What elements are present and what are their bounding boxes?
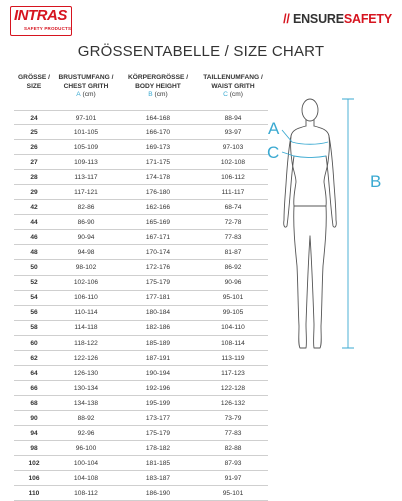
header-waist-unit: (cm) [229,91,243,99]
header-chest-line1: BRUSTUMFANG / [58,74,114,81]
header-height-line1: KÖRPERGRÖSSE / [127,74,189,81]
table-row [14,336,268,351]
cell-chest: 82-86 [77,204,95,212]
cell-height: 186-190 [145,489,171,497]
logo-tagline: SAFETY PRODUCTS [24,26,72,31]
table-row [14,230,268,245]
cell-waist: 113-119 [221,354,245,362]
label-c: C [267,143,280,162]
cell-height: 175-179 [145,429,171,437]
cell-chest: 86-90 [77,219,95,227]
cell-chest: 100-104 [73,459,99,467]
cell-chest: 109-113 [74,158,98,166]
cell-size: 68 [30,399,38,407]
cell-waist: 73-79 [224,414,242,422]
cell-waist: 95-101 [222,294,244,302]
header-chest [54,74,118,100]
cell-chest: 92-96 [77,429,95,437]
cell-height: 178-182 [145,444,171,452]
cell-height: 173-177 [145,414,171,422]
cell-size: 110 [28,489,40,497]
body-measurement-figure [262,96,398,456]
table-row [14,155,268,170]
cell-waist: 95-101 [222,489,244,497]
cell-waist: 82-88 [224,444,242,452]
cell-size: 56 [30,309,38,317]
cell-chest: 108-112 [74,489,98,497]
logo-wordmark: INTRAS [14,7,67,24]
cell-waist: 104-110 [221,324,245,332]
header-chest-letter: A [76,91,81,99]
table-row [14,321,268,336]
cell-size: 50 [30,264,38,272]
cell-size: 54 [30,294,38,302]
cell-chest: 110-114 [74,309,98,317]
measurement-guides [282,99,354,348]
brand-safety: SAFETY [343,12,392,26]
table-row [14,396,268,411]
table-row [14,185,268,200]
cell-size: 64 [30,369,38,377]
header-height-unit-line [118,91,198,100]
cell-waist: 72-78 [224,219,242,227]
cell-waist: 117-123 [221,369,245,377]
table-row [14,200,268,215]
cell-waist: 99-105 [222,309,244,317]
chest-guide [292,142,328,144]
cell-height: 164-168 [145,114,171,122]
table-header [14,74,268,110]
cell-waist: 122-128 [220,384,246,392]
cell-chest: 97-101 [75,114,97,122]
cell-waist: 81-87 [224,249,242,257]
table-row [14,471,268,486]
header-height-unit: (cm) [154,91,168,99]
height-guide [342,99,354,348]
cell-height: 166-170 [145,128,171,136]
label-a: A [268,119,280,138]
cell-size: 46 [30,234,38,242]
table-row [14,456,268,471]
label-b: B [370,172,382,191]
cell-chest: 113-117 [74,173,98,181]
header-size [14,74,54,91]
table-row [14,351,268,366]
table-row [14,366,268,381]
page-title: GRÖSSENTABELLE / SIZE CHART [77,43,325,60]
size-table [14,74,268,501]
cell-height: 169-173 [145,143,171,151]
cell-waist: 126-132 [220,399,246,407]
table-body [14,110,268,501]
table-row [14,306,268,321]
cell-height: 174-178 [145,173,171,181]
cell-height: 175-179 [145,279,171,287]
cell-chest: 101-105 [73,128,99,136]
cell-waist: 91-97 [224,474,242,482]
cell-size: 25 [30,128,38,136]
waist-guide [294,156,326,158]
cell-chest: 122-126 [73,354,99,362]
cell-size: 29 [30,189,38,197]
cell-height: 190-194 [145,369,171,377]
header-chest-line2: CHEST GRITH [63,82,109,90]
header-size-line1: GRÖSSE / [18,74,50,81]
table-row [14,140,268,155]
cell-size: 48 [30,249,38,257]
cell-size: 60 [30,339,38,347]
cell-size: 98 [30,444,38,452]
table-row [14,170,268,185]
cell-waist: 90-96 [224,279,242,287]
figure-head [302,99,318,121]
header-waist [198,74,268,100]
header-chest-unit-line [54,91,118,100]
cell-chest: 105-109 [73,143,99,151]
figure-left-arm [284,136,294,227]
figure-left-leg [294,206,310,348]
cell-height: 167-171 [145,234,171,242]
cell-chest: 126-130 [73,369,99,377]
header-waist-unit-line [198,91,268,100]
cell-size: 26 [30,143,38,151]
cell-size: 66 [30,384,38,392]
table-row [14,291,268,306]
cell-height: 187-191 [145,354,171,362]
cell-height: 176-180 [145,189,171,197]
table-row [14,411,268,426]
cell-chest: 90-94 [77,234,95,242]
cell-chest: 134-138 [73,399,99,407]
cell-waist: 111-117 [221,189,245,197]
cell-chest: 94-98 [77,249,95,257]
cell-height: 192-196 [145,384,171,392]
cell-chest: 102-106 [73,279,99,287]
cell-size: 102 [28,459,40,467]
cell-size: 27 [30,158,38,166]
brand-ensure: ENSURE [292,12,344,26]
cell-waist: 108-114 [221,339,245,347]
cell-size: 90 [30,414,38,422]
cell-waist: 77-83 [224,234,242,242]
cell-chest: 117-121 [74,189,98,197]
table-row [14,486,268,501]
header-height-letter: B [148,91,153,99]
cell-chest: 114-118 [74,324,98,332]
table-row [14,215,268,230]
cell-size: 58 [30,324,38,332]
figure-right-arm [326,136,336,227]
cell-chest: 98-102 [75,264,97,272]
cell-waist: 102-108 [220,158,246,166]
table-row [14,441,268,456]
intras-logo [10,6,74,36]
cell-size: 42 [30,204,38,212]
cell-chest: 106-110 [74,294,98,302]
header-height-line2: BODY HEIGHT [135,82,181,90]
brand-slash: // [283,12,290,26]
header-waist-line2: WAIST GRITH [211,82,255,90]
cell-size: 106 [28,474,40,482]
header-waist-letter: C [223,91,228,99]
cell-chest: 104-108 [73,474,99,482]
cell-height: 162-166 [145,204,171,212]
header-waist-line1: TAILLENUMFANG / [203,74,263,81]
cell-size: 24 [30,114,38,122]
cell-height: 180-184 [145,309,171,317]
cell-waist: 68-74 [224,204,242,212]
table-row [14,110,268,125]
table-row [14,245,268,260]
cell-height: 182-186 [145,324,171,332]
cell-height: 183-187 [145,474,171,482]
cell-waist: 88-94 [224,114,242,122]
cell-waist: 77-83 [224,429,242,437]
cell-size: 62 [30,354,38,362]
cell-height: 195-199 [145,399,171,407]
table-row [14,260,268,275]
cell-chest: 96-100 [75,444,97,452]
cell-waist: 87-93 [224,459,242,467]
cell-size: 52 [30,279,38,287]
cell-chest: 130-134 [73,384,99,392]
cell-waist: 106-112 [221,173,245,181]
table-row [14,125,268,140]
cell-chest: 118-122 [74,339,98,347]
cell-waist: 93-97 [224,128,242,136]
table-row [14,426,268,441]
body-outline [284,99,337,348]
cell-height: 177-181 [145,294,171,302]
brand-slogan [283,12,392,26]
cell-size: 94 [30,429,38,437]
figure-torso [291,126,330,206]
table-row [14,381,268,396]
figure-right-leg [310,206,326,348]
header-height [118,74,198,100]
cell-height: 165-169 [145,219,171,227]
table-row [14,276,268,291]
cell-size: 28 [30,173,38,181]
chest-pointer [282,130,292,142]
cell-chest: 88-92 [77,414,95,422]
cell-height: 170-174 [145,249,171,257]
cell-height: 185-189 [145,339,171,347]
cell-waist: 97-103 [222,143,244,151]
cell-height: 181-185 [145,459,171,467]
cell-height: 171-175 [145,158,171,166]
cell-height: 172-176 [145,264,171,272]
cell-waist: 86-92 [224,264,242,272]
cell-size: 44 [30,219,38,227]
header-chest-unit: (cm) [82,91,96,99]
header-size-line2: SIZE [26,82,42,90]
